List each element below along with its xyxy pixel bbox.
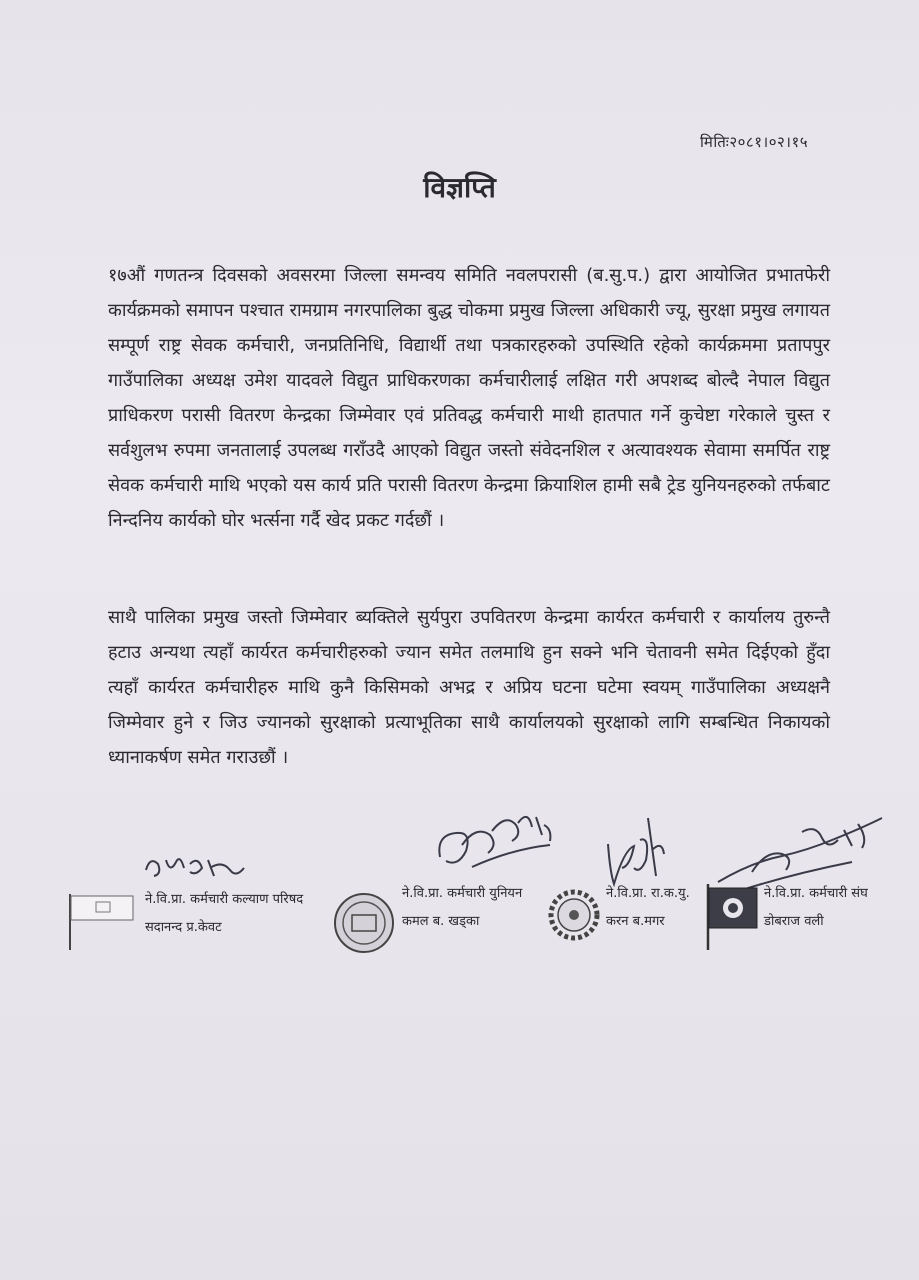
seal-icon [333, 888, 395, 958]
signatory-name: डोबराज वली [764, 914, 824, 929]
signature-2 [432, 805, 557, 875]
signature-1 [140, 850, 250, 884]
signatory-name: सदानन्द प्र.केवट [145, 920, 222, 935]
signatory-org: ने.वि.प्रा. रा.क.यु. [606, 886, 690, 901]
union-flag-icon [700, 880, 762, 952]
document-title: विज्ञप्ति [423, 171, 496, 204]
paragraph-2: साथै पालिका प्रमुख जस्तो जिम्मेवार ब्यक्तिले सुर्यपुरा उपवितरण केन्द्रमा कार्यरत कर्मचारी र कार्यालय तुरुन्तै हटाउ अन्यथा त्यहाँ कार्यरत कर्मचारीहरुको ज्यान समेत तलमाथि हुन सक्ने भनि चेतावनी समेत दिईएको हुँदा त्यहाँ कार्यरत कर्मचारीहरु माथि कुनै किसिमको अभद्र र अप्रिय घटना घटेमा स्वयम् गाउँपालिका अध्यक्षनै जिम्मेवार हुने र जिउ ज्यानको सुरक्षाको प्रत्याभूतिका साथै कार्यालयको सुरक्षाको लागि सम्बन्धित निकायको ध्यानाकर्षण समेत गराउछौं । [108, 607, 830, 768]
signatory-org: ने.वि.प्रा. कर्मचारी कल्याण परिषद [145, 892, 304, 907]
signatory-org: ने.वि.प्रा. कर्मचारी युनियन [402, 886, 523, 901]
signatory-name: करन ब.मगर [606, 914, 665, 929]
signatory-name: कमल ब. खड्का [402, 914, 480, 929]
flag-icon [66, 890, 138, 952]
signatory-1 [145, 886, 303, 942]
paragraph-1: १७औं गणतन्त्र दिवसको अवसरमा जिल्ला समन्वय समिति नवलपरासी (ब.सु.प.) द्वारा आयोजित प्रभातफेरी कार्यक्रमको समापन पश्चात रामग्राम नगरपालिका बुद्ध चोकमा प्रमुख जिल्ला अधिकारी ज्यू, सुरक्षा प्रमुख लगायत सम्पूर्ण राष्ट्र सेवक कर्मचारी, जनप्रतिनिधि, विद्यार्थी तथा पत्रकारहरुको उपस्थिति रहेको कार्यक्रममा प्रतापपुर गाउँपालिका अध्यक्ष उमेश यादवले विद्युत प्राधिकरणका कर्मचारीलाई लक्षित गरी अपशब्द बोल्दै नेपाल विद्युत प्राधिकरण परासी वितरण केन्द्रका जिम्मेवार एवं प्रतिवद्ध कर्मचारी माथी हातपात गर्ने कुचेष्टा गरेकाले चुस्त र सर्वशुलभ रुपमा जनतालाई उपलब्ध गराँउदै आएको विद्युत जस्तो संवेदनशिल र अत्यावश्यक सेवामा समर्पित राष्ट्र सेवक कर्मचारी माथि भएको यस कार्य प्रति परासी वितरण केन्द्रमा क्रियाशिल हामी सबै ट्रेड युनियनहरुको तर्फबाट निन्दनिय कार्यको घोर भर्त्सना गर्दै खेद प्रकट गर्दछौं । [108, 265, 830, 531]
document-date: मितिः२०८१।०२।१५ [700, 133, 809, 151]
gear-seal-icon [548, 886, 600, 944]
signatory-3 [606, 880, 690, 936]
signatory-4 [764, 880, 868, 936]
signatory-org: ने.वि.प्रा. कर्मचारी संघ [764, 886, 868, 901]
signature-3 [600, 810, 670, 890]
signatory-2 [402, 880, 522, 936]
